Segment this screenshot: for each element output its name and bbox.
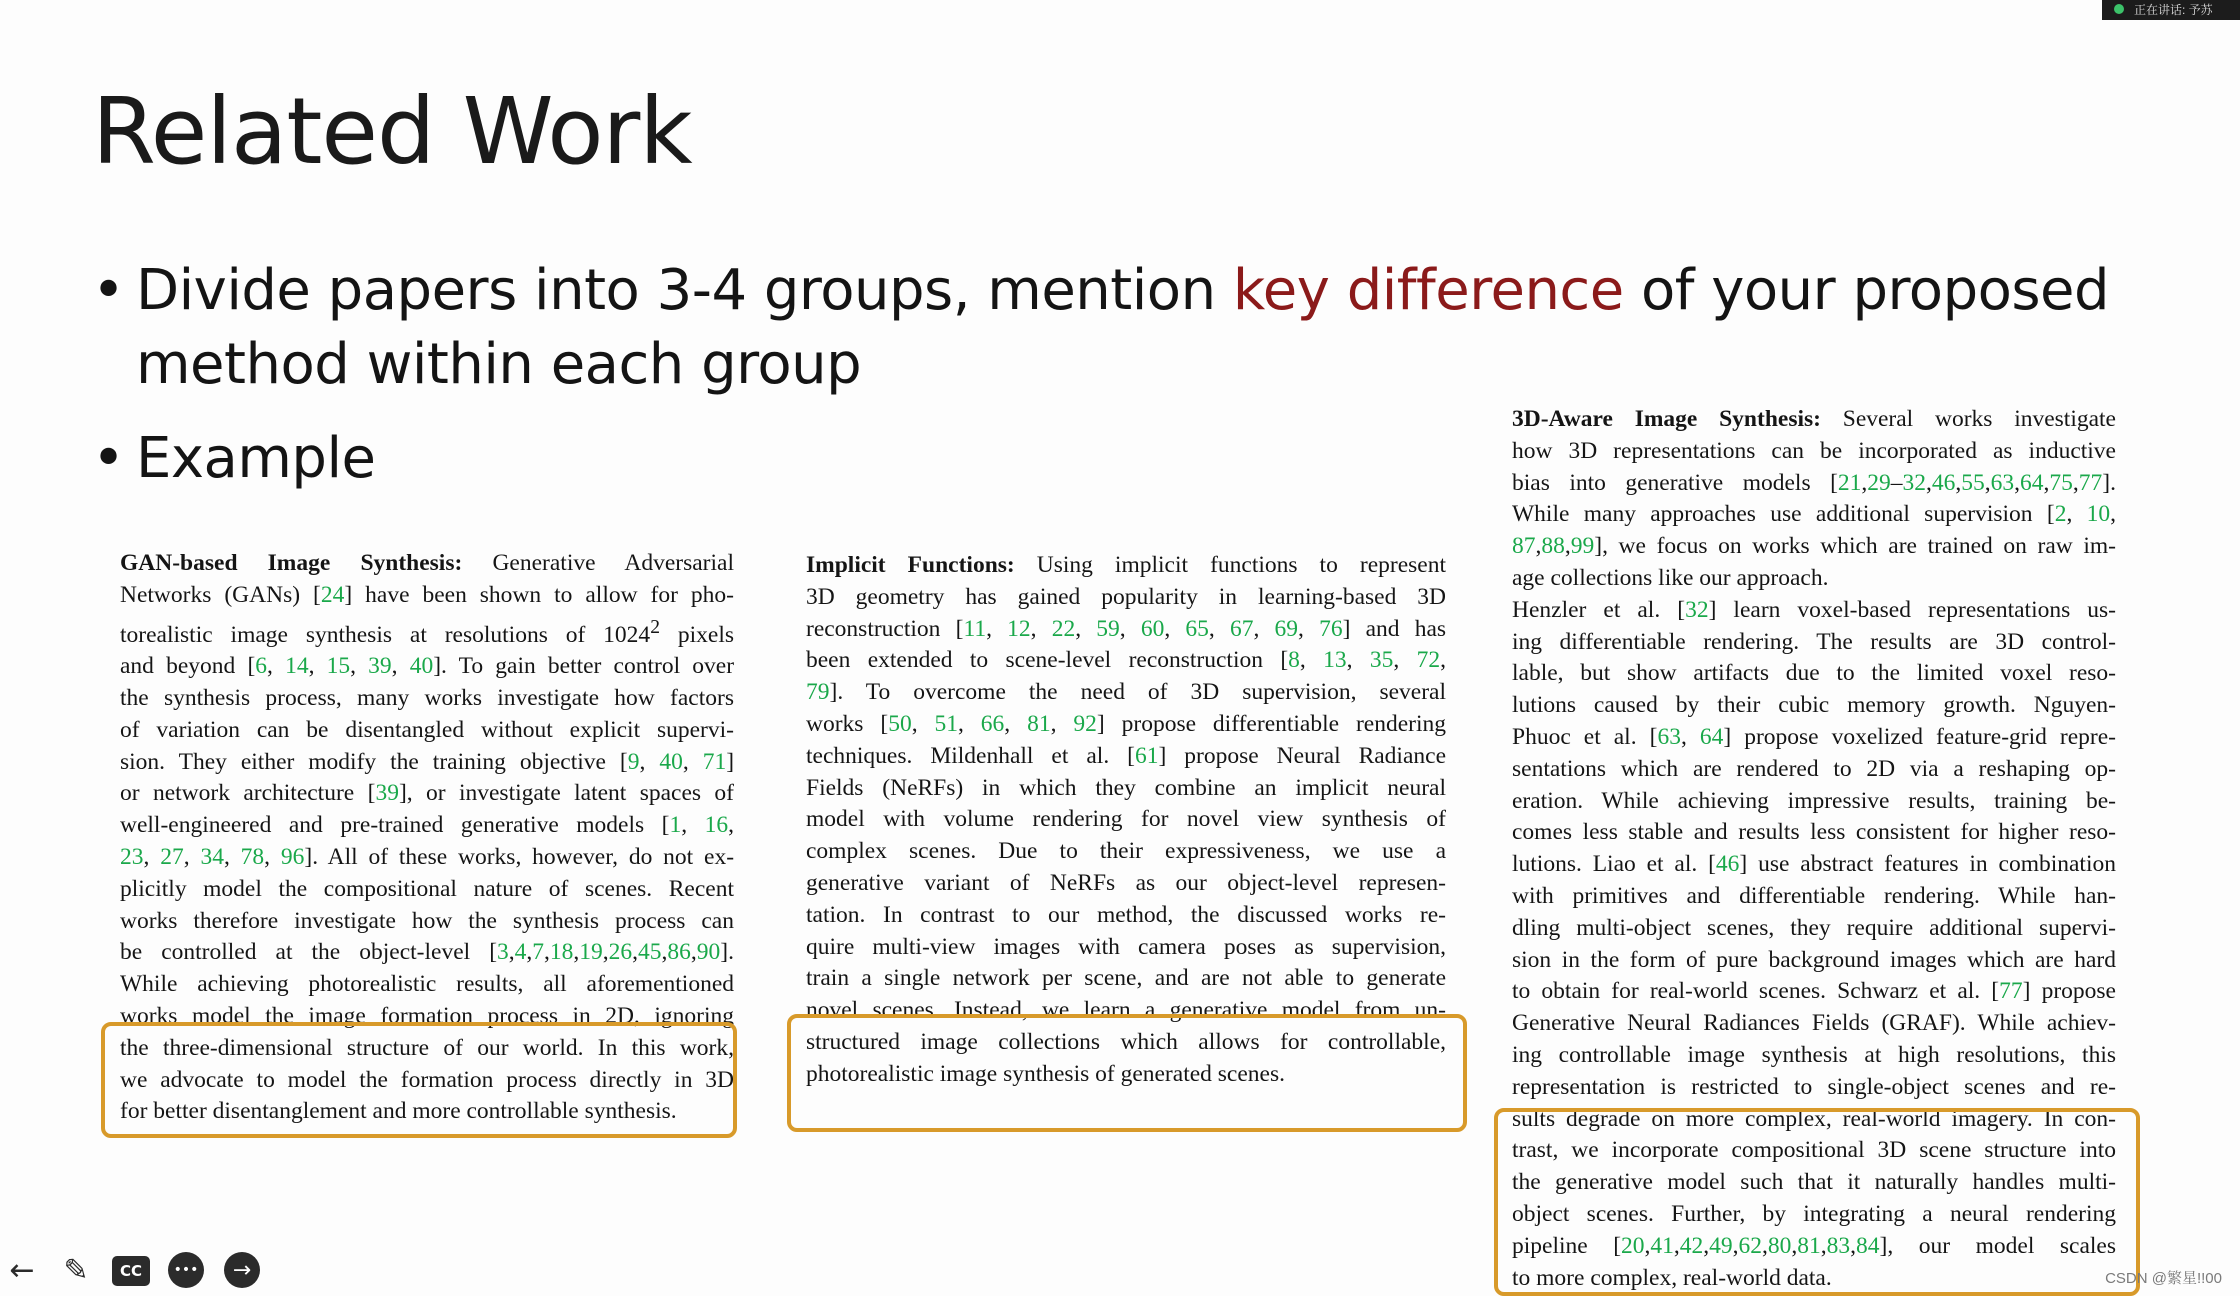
citation-ref: 26 xyxy=(608,939,633,966)
paper-line: comes less stable and results less consistent for higher reso- xyxy=(1512,819,2116,846)
citation-ref: 32 xyxy=(1902,469,1927,496)
citation-ref: 87 xyxy=(1512,533,1536,560)
citation-ref: 7 xyxy=(532,939,545,966)
back-arrow-icon[interactable]: ← xyxy=(9,1252,35,1288)
citation-ref: 1 xyxy=(669,812,682,839)
citation-ref: 99 xyxy=(1570,533,1595,560)
citation-ref: 39 xyxy=(375,780,399,807)
citation-ref: 84 xyxy=(1856,1232,1880,1259)
bullet-1-text-pre: Divide papers into 3-4 groups, mention xyxy=(136,258,1233,323)
citation-ref: 71 xyxy=(702,748,727,775)
paper-line: reconstruction [11, 12, 22, 59, 60, 65, 67, 69, 76] and has xyxy=(806,615,1447,642)
citation-ref: 75 xyxy=(2049,469,2073,496)
paper-line: be controlled at the object-level [3,4,7,18,19,26,45,86,90]. xyxy=(120,939,734,966)
citation-ref: 9 xyxy=(627,748,640,775)
bullet-example xyxy=(92,422,376,496)
citation-ref: 49 xyxy=(1709,1232,1733,1259)
paper-line: been extended to scene-level reconstruction [8, 13, 35, 72, xyxy=(806,647,1446,674)
paper-line: Fields (NeRFs) in which they combine an implicit neural xyxy=(806,774,1446,801)
citation-ref: 92 xyxy=(1073,710,1097,737)
citation-ref: 59 xyxy=(1096,615,1120,642)
paper-line: to obtain for real-world scenes. Schwarz et al. [77] propose xyxy=(1512,978,2116,1005)
citation-ref: 23 xyxy=(120,844,144,870)
paper-line: train a single network per scene, and are not able to generate xyxy=(806,965,1446,992)
paper-line: of variation can be disentangled without explicit supervi- xyxy=(120,716,734,743)
citation-ref: 16 xyxy=(704,812,729,839)
column-implicit-functions xyxy=(806,550,1446,1091)
citation-ref: 10 xyxy=(2086,501,2111,528)
citation-ref: 46 xyxy=(1931,469,1956,496)
paper-line: the generative model such that it naturally handles multi- xyxy=(1512,1169,2116,1196)
paper-line: representation is restricted to single-object scenes and re- xyxy=(1512,1073,2116,1100)
paper-line: model with volume rendering for novel view synthesis of xyxy=(806,806,1446,833)
citation-ref: 63 xyxy=(1657,723,1681,750)
citation-ref: 32 xyxy=(1685,596,1709,623)
paper-line: complex scenes. Due to their expressiveness, we use a xyxy=(806,838,1446,865)
citation-ref: 20 xyxy=(1621,1232,1645,1259)
speaker-status-text: 正在讲话: 予苏 xyxy=(2134,3,2213,17)
citation-ref: 40 xyxy=(409,653,434,680)
paper-line: quire multi-view images with camera poses as supervision, xyxy=(806,933,1446,960)
paper-line: While many approaches use additional supervision [2, 10, xyxy=(1512,501,2116,528)
citation-ref: 64 xyxy=(2020,469,2044,496)
paper-line: eration. While achieving impressive results, training be- xyxy=(1512,787,2116,814)
paper-line: pipeline [20,41,42,49,62,80,81,83,84], our model scales xyxy=(1512,1232,2116,1259)
paper-line: plicitly model the compositional nature of scenes. Recent xyxy=(120,875,734,902)
citation-ref: 19 xyxy=(579,939,603,966)
paper-line: 3D geometry has gained popularity in learning-based 3D xyxy=(806,583,1446,610)
paper-line: Networks (GANs) [24] have been shown to allow for pho- xyxy=(120,581,734,608)
bullet-divide-papers xyxy=(92,254,2116,402)
citation-ref: 34 xyxy=(200,844,224,870)
citation-ref: 61 xyxy=(1135,742,1159,769)
paper-line: sults degrade on more complex, real-world imagery. In con- xyxy=(1512,1105,2116,1132)
citation-ref: 15 xyxy=(326,653,351,680)
citation-ref: 35 xyxy=(1369,647,1394,674)
highlight-box-gan xyxy=(101,1022,737,1138)
paper-line: with primitives and differentiable rendering. While han- xyxy=(1512,882,2116,909)
citation-ref: 8 xyxy=(1288,647,1300,674)
citation-ref: 12 xyxy=(1007,615,1031,642)
paper-line: 23, 27, 34, 78, 96]. All of these works, however, do not ex- xyxy=(120,844,735,870)
bullet-1-text-post: of your proposed xyxy=(1623,258,2110,323)
paper-line: Generative Neural Radiances Fields (GRAF). While achiev- xyxy=(1512,1010,2116,1037)
citation-ref: 39 xyxy=(368,653,392,680)
paper-line: the three-dimensional structure of our world. In this work, xyxy=(120,1034,734,1061)
citation-ref: 27 xyxy=(160,844,184,870)
paper-line: for better disentanglement and more controllable synthesis. xyxy=(120,1098,677,1125)
paper-line: ing differentiable rendering. The results are 3D control- xyxy=(1512,628,2116,655)
citation-ref: 69 xyxy=(1274,615,1299,642)
citation-ref: 77 xyxy=(2078,469,2103,496)
more-icon[interactable]: ••• xyxy=(168,1252,204,1288)
citation-ref: 62 xyxy=(1738,1232,1763,1259)
citation-ref: 66 xyxy=(980,710,1005,737)
citation-ref: 13 xyxy=(1323,647,1347,674)
paper-line: well-engineered and pre-trained generative models [1, 16, xyxy=(120,812,735,839)
paper-line: techniques. Mildenhall et al. [61] propose Neural Radiance xyxy=(806,742,1446,769)
bullet-1-highlight: key difference xyxy=(1232,258,1624,323)
citation-ref: 11 xyxy=(963,615,987,642)
citation-ref: 29 xyxy=(1867,469,1891,496)
paper-line: structured image collections which allows for controllable, xyxy=(806,1028,1446,1055)
citation-ref: 45 xyxy=(638,939,662,966)
citation-ref: 63 xyxy=(1990,469,2015,496)
citation-ref: 40 xyxy=(659,748,683,775)
highlight-box-implicit xyxy=(787,1014,1467,1132)
citation-ref: 96 xyxy=(280,844,305,870)
mic-active-icon xyxy=(2114,4,2124,14)
bullet-dot-icon: • xyxy=(92,258,125,323)
citation-ref: 18 xyxy=(549,939,574,966)
citation-ref: 76 xyxy=(1319,615,1343,642)
citation-ref: 41 xyxy=(1650,1232,1674,1259)
paper-line: generative variant of NeRFs as our object-level represen- xyxy=(806,869,1446,896)
paper-line: lutions. Liao et al. [46] use abstract features in combination xyxy=(1512,851,2116,878)
paper-line: to more complex, real-world data. xyxy=(1512,1264,1832,1291)
citation-ref: 60 xyxy=(1140,615,1165,642)
paper-line: ing controllable image synthesis at high resolutions, this xyxy=(1512,1041,2116,1068)
forward-arrow-icon[interactable]: → xyxy=(224,1252,260,1288)
paper-line: torealistic image synthesis at resolutions of 1024$^2$ pixels xyxy=(120,616,734,648)
citation-ref: 86 xyxy=(667,939,691,966)
paper-line: novel scenes. Instead, we learn a generative model from un- xyxy=(806,997,1446,1024)
slide-title: Related Work xyxy=(92,78,692,185)
paper-line: photorealistic image synthesis of generated scenes. xyxy=(806,1060,1285,1087)
citation-ref: 81 xyxy=(1027,710,1051,737)
citation-ref: 22 xyxy=(1051,615,1076,642)
paper-line: works model the image formation process in 2D, ignoring xyxy=(120,1002,734,1029)
citation-ref: 83 xyxy=(1826,1232,1851,1259)
citation-ref: 3 xyxy=(497,939,509,966)
paper-line: sion. They either modify the training objective [9, 40, 71] xyxy=(120,748,735,775)
citation-ref: 65 xyxy=(1185,615,1209,642)
citation-ref: 72 xyxy=(1416,647,1441,674)
citation-ref: 88 xyxy=(1541,533,1565,560)
citation-ref: 46 xyxy=(1715,851,1740,878)
citation-ref: 50 xyxy=(888,710,912,737)
paper-line: sentations which are rendered to 2D via a reshaping op- xyxy=(1512,755,2116,782)
paper-line: lutions caused by their cubic memory growth. Nguyen- xyxy=(1512,692,2116,719)
bullet-dot-icon: • xyxy=(92,426,125,491)
highlight-box-3d-aware xyxy=(1494,1108,2140,1296)
paper-line: Implicit Functions: Using implicit functions to represent xyxy=(806,552,1446,578)
paper-line: GAN-based Image Synthesis: Generative Adversarial xyxy=(120,550,734,576)
paper-line: how 3D representations can be incorporated as inductive xyxy=(1512,437,2116,464)
paper-line: While achieving photorealistic results, all aforementioned xyxy=(120,971,734,998)
pen-icon[interactable]: ✎ xyxy=(63,1252,89,1288)
paper-line: 79]. To overcome the need of 3D supervision, several xyxy=(806,679,1446,706)
paper-line: dling multi-object scenes, they require additional supervi- xyxy=(1512,914,2116,941)
citation-ref: 51 xyxy=(934,710,958,737)
paper-line: Henzler et al. [32] learn voxel-based representations us- xyxy=(1512,596,2116,623)
bullet-2-text: Example xyxy=(136,426,376,491)
citation-ref: 55 xyxy=(1961,469,1985,496)
citation-ref: 80 xyxy=(1767,1232,1792,1259)
paper-line: or network architecture [39], or investigate latent spaces of xyxy=(120,780,734,807)
citation-ref: 6 xyxy=(255,653,268,680)
citation-ref: 14 xyxy=(285,653,309,680)
paper-line: lable, but show artifacts due to the limited voxel reso- xyxy=(1512,660,2116,687)
citation-ref: 24 xyxy=(320,581,345,608)
cc-icon[interactable]: CC xyxy=(112,1256,150,1286)
paper-line: tation. In contrast to our method, the discussed works re- xyxy=(806,901,1446,928)
citation-ref: 79 xyxy=(806,679,830,706)
citation-ref: 2 xyxy=(2054,501,2067,528)
paper-line: bias into generative models [21,29–32,46,55,63,64,75,77]. xyxy=(1512,469,2116,496)
citation-ref: 42 xyxy=(1679,1232,1704,1259)
paper-line: sion in the form of pure background images which are hard xyxy=(1512,946,2116,973)
paper-line: 3D-Aware Image Synthesis: Several works investigate xyxy=(1512,406,2116,432)
speaker-indicator xyxy=(2102,0,2240,20)
paper-line: the synthesis process, many works investigate how factors xyxy=(120,685,734,712)
citation-ref: 77 xyxy=(1999,978,2023,1005)
paper-line: we advocate to model the formation process directly in 3D xyxy=(120,1066,734,1093)
citation-ref: 90 xyxy=(696,939,721,966)
citation-ref: 64 xyxy=(1699,723,1724,750)
paper-line: and beyond [6, 14, 15, 39, 40]. To gain better control over xyxy=(120,653,735,680)
paper-line: works [50, 51, 66, 81, 92] propose differentiable rendering xyxy=(806,710,1447,737)
citation-ref: 4 xyxy=(514,939,527,966)
citation-ref: 78 xyxy=(240,844,265,870)
paper-line: works therefore investigate how the synthesis process can xyxy=(120,907,734,934)
paper-line: age collections like our approach. xyxy=(1512,564,1829,591)
citation-ref: 67 xyxy=(1229,615,1254,642)
paper-line: object scenes. Further, by integrating a neural rendering xyxy=(1512,1200,2116,1227)
paper-line: trast, we incorporate compositional 3D scene structure into xyxy=(1512,1137,2116,1164)
citation-ref: 81 xyxy=(1797,1232,1821,1259)
paper-line: Phuoc et al. [63, 64] propose voxelized feature-grid repre- xyxy=(1512,723,2116,750)
citation-ref: 21 xyxy=(1837,469,1862,496)
watermark: CSDN @繁星!!00 xyxy=(2105,1270,2222,1287)
paper-line: 87,88,99], we focus on works which are trained on raw im- xyxy=(1512,533,2116,560)
bullet-1-line2: method within each group xyxy=(136,332,862,397)
